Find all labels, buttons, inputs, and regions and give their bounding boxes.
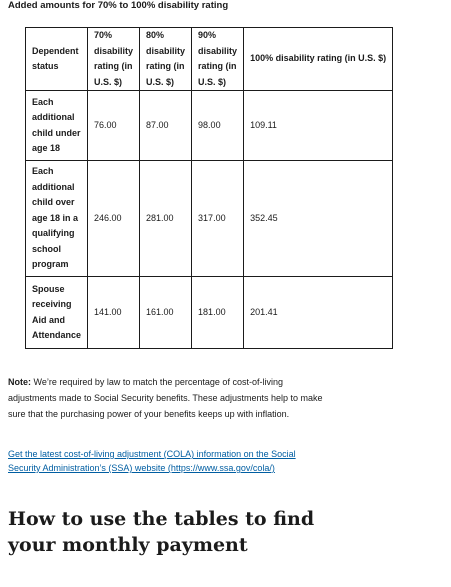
table-cell: 281.00 [140,161,192,277]
section-heading: How to use the tables to find your monthly payment [8,508,315,556]
table-row [26,161,393,277]
column-header-70-percent: 70% disability rating (in U.S. $) [88,28,140,91]
table-cell: 98.00 [192,91,244,161]
table-cell: 76.00 [88,91,140,161]
table-caption: Added amounts for 70% to 100% disability rating [8,0,229,11]
table-cell: 181.00 [192,277,244,349]
disability-rates-table [25,27,393,349]
column-header-90-percent: 90% disability rating (in U.S. $) [192,28,244,91]
ssa-cola-link[interactable]: Get the latest cost-of-living adjustment (COLA) information on the Social Security Administration’s (SSA) website (https://www.ssa.gov/cola/) [8,449,296,473]
table-cell: 161.00 [140,277,192,349]
table-cell: 317.00 [192,161,244,277]
table-cell: 141.00 [88,277,140,349]
column-header-dependent-status: Dependent status [26,28,88,91]
table-cell: 109.11 [244,91,393,161]
row-label-child-under-18: Each additional child under age 18 [26,91,88,161]
note-label: Note: [8,377,31,387]
table-row [26,277,393,349]
table-header-row [26,28,393,91]
row-label-spouse-aid-attendance: Spouse receiving Aid and Attendance [26,277,88,349]
table-cell: 87.00 [140,91,192,161]
note-text: We’re required by law to match the percentage of cost-of-living adjustments made to Social Security benefits. These adjustments help to make sure that the purchasing power of your benefits keeps up with inflation. [8,377,323,419]
row-label-child-over-18-school: Each additional child over age 18 in a qualifying school program [26,161,88,277]
table-cell: 246.00 [88,161,140,277]
table-cell: 201.41 [244,277,393,349]
cola-note [8,374,328,422]
column-header-80-percent: 80% disability rating (in U.S. $) [140,28,192,91]
table-cell: 352.45 [244,161,393,277]
table-row [26,91,393,161]
column-header-100-percent: 100% disability rating (in U.S. $) [244,28,393,91]
